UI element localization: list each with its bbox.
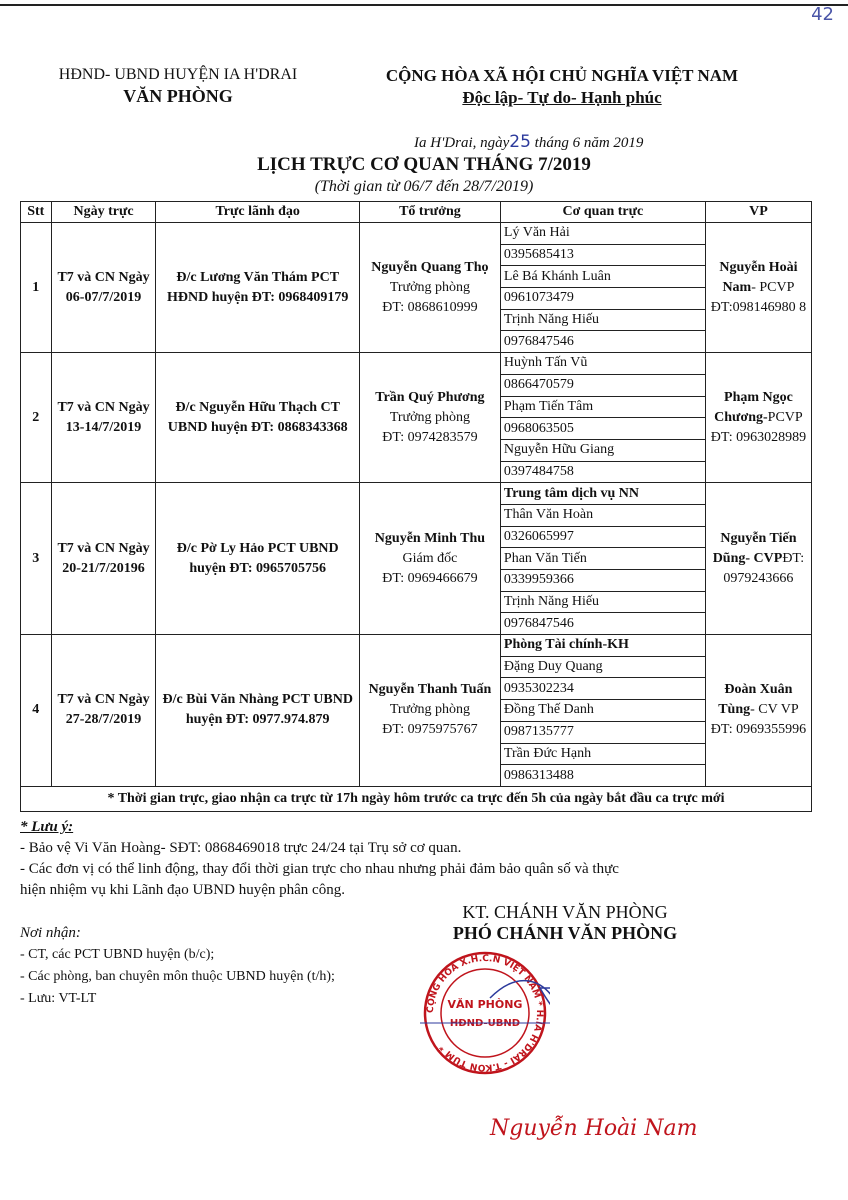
office-duty-name: Phạm Ngọc Chương-: [714, 389, 793, 425]
team-lead-name: Nguyễn Quang Thọ: [371, 259, 489, 275]
agency-cell: Đặng Duy Quang: [500, 656, 705, 678]
office-duty-detail: ĐT: 0979243666: [723, 550, 805, 586]
recipient-item: - CT, các PCT UBND huyện (b/c);: [20, 947, 215, 962]
recipient-item: - Các phòng, ban chuyên môn thuộc UBND huyện (t/h);: [20, 969, 335, 984]
official-seal-stamp: [420, 948, 550, 1078]
office-duty-detail: - PCVP ĐT:098146980 8: [710, 279, 807, 315]
row-duty-day: T7 và CN Ngày 27-28/7/2019: [51, 635, 156, 787]
team-lead-role: Giám đốc: [402, 550, 458, 566]
header-team-lead: Tổ trưởng: [359, 202, 500, 223]
agency-cell: 0326065997: [500, 526, 705, 548]
row-duty-day: T7 và CN Ngày 20-21/7/20196: [51, 483, 156, 635]
office-duty-name: Nguyễn Tiến Dũng- CVP: [712, 530, 797, 566]
date-day-handwritten: 25: [509, 132, 531, 152]
page-number: 42: [811, 4, 834, 25]
agency-cell: 0935302234: [500, 678, 705, 700]
agency-cell: Phạm Tiến Tâm: [500, 396, 705, 418]
team-lead-phone: ĐT: 0868610999: [382, 299, 478, 315]
row-office-duty: [705, 353, 811, 483]
date-line: [414, 132, 643, 152]
recipients-section: [20, 922, 335, 1010]
row-stt: 2: [21, 353, 52, 483]
recipients-heading: Nơi nhận:: [20, 925, 81, 941]
office-duty-name: Đoàn Xuân Tùng: [718, 682, 793, 718]
note-line: - Các đơn vị có thể linh động, thay đổi thời gian trực cho nhau nhưng phải đảm bảo quân số và thực: [20, 861, 619, 877]
agency-cell: 0866470579: [500, 374, 705, 396]
office-duty-detail: - CV VP ĐT: 0969355996: [710, 702, 807, 738]
team-lead-role: Trưởng phòng: [389, 702, 471, 718]
header-office: VP: [705, 202, 811, 223]
header-duty-leader: Trực lãnh đạo: [156, 202, 359, 223]
date-prefix: Ia H'Drai, ngày: [414, 135, 510, 151]
agency-cell: 0986313488: [500, 765, 705, 787]
agency-cell: Phan Văn Tiến: [500, 548, 705, 570]
note-line: - Bảo vệ Vi Văn Hoàng- SĐT: 0868469018 trực 24/24 tại Trụ sở cơ quan.: [20, 840, 462, 856]
agency-cell: Đồng Thế Danh: [500, 700, 705, 722]
header-duty-day: Ngày trực: [51, 202, 156, 223]
table-row: [21, 483, 812, 505]
row-office-duty: [705, 223, 811, 353]
row-team-lead: [359, 483, 500, 635]
agency-cell: 0397484758: [500, 461, 705, 483]
seal-line-1: VĂN PHÒNG: [447, 998, 523, 1011]
row-office-duty: [705, 635, 811, 787]
team-lead-phone: ĐT: 0974283579: [382, 429, 478, 445]
row-team-lead: [359, 635, 500, 787]
agency-cell: Trung tâm dịch vụ NN: [500, 483, 705, 505]
row-stt: 4: [21, 635, 52, 787]
row-stt: 3: [21, 483, 52, 635]
team-lead-name: Trần Quý Phương: [375, 389, 485, 405]
issuer-office: VĂN PHÒNG: [123, 86, 233, 106]
team-lead-phone: ĐT: 0969466679: [382, 570, 478, 586]
row-office-duty: [705, 483, 811, 635]
table-body: [21, 223, 812, 812]
national-motto: Độc lập- Tự do- Hạnh phúc: [462, 88, 662, 107]
seal-line-2: HĐND-UBND: [449, 1018, 521, 1029]
team-lead-role: Trưởng phòng: [389, 279, 471, 295]
row-duty-day: T7 và CN Ngày 13-14/7/2019: [51, 353, 156, 483]
agency-cell: Trịnh Năng Hiếu: [500, 591, 705, 613]
signature-block: [430, 902, 700, 944]
notes-heading: * Lưu ý:: [20, 819, 74, 835]
signature-position: PHÓ CHÁNH VĂN PHÒNG: [452, 923, 678, 943]
team-lead-name: Nguyễn Thanh Tuấn: [368, 682, 492, 698]
row-team-lead: [359, 353, 500, 483]
agency-cell: Huỳnh Tấn Vũ: [500, 353, 705, 375]
date-suffix: tháng 6 năm 2019: [530, 135, 644, 151]
top-border-line: [0, 4, 848, 6]
agency-cell: 0961073479: [500, 288, 705, 310]
row-duty-leader: Đ/c Lương Văn Thám PCT HĐND huyện ĐT: 0968409179: [156, 223, 359, 353]
signature-authority: KT. CHÁNH VĂN PHÒNG: [462, 902, 668, 922]
office-duty-name: Nguyễn Hoài Nam: [719, 259, 798, 295]
agency-cell: 0339959366: [500, 570, 705, 592]
agency-cell: Trần Đức Hạnh: [500, 743, 705, 765]
team-lead-name: Nguyễn Minh Thu: [374, 530, 486, 546]
notes-section: [20, 817, 820, 901]
agency-cell: 0968063505: [500, 418, 705, 440]
svg-text:CỘNG HÒA X.H.C.N VIỆT NAM * H.: [425, 954, 544, 1072]
duty-time-note: * Thời gian trực, giao nhận ca trực từ 17h ngày hôm trước ca trực đến 5h của ngày bắt đầu ca trực mới: [21, 786, 812, 811]
issuer-header: [28, 66, 328, 107]
agency-cell: Trịnh Năng Hiếu: [500, 309, 705, 331]
document-title: LỊCH TRỰC CƠ QUAN THÁNG 7/2019: [257, 154, 591, 175]
issuer-org: HĐND- UBND HUYỆN IA H'DRAI: [58, 66, 298, 83]
recipient-item: - Lưu: VT-LT: [20, 991, 97, 1006]
document-subtitle: (Thời gian từ 06/7 đến 28/7/2019): [314, 178, 534, 195]
header-agency: Cơ quan trực: [500, 202, 705, 223]
agency-cell: Nguyễn Hữu Giang: [500, 439, 705, 461]
national-header: [352, 66, 772, 108]
agency-cell: Thân Văn Hoàn: [500, 504, 705, 526]
agency-cell: 0976847546: [500, 613, 705, 635]
row-duty-leader: Đ/c Nguyễn Hữu Thạch CT UBND huyện ĐT: 0868343368: [156, 353, 359, 483]
agency-cell: 0987135777: [500, 721, 705, 743]
row-duty-day: T7 và CN Ngày 06-07/7/2019: [51, 223, 156, 353]
signer-name: Nguyễn Hoài Nam: [490, 1116, 698, 1141]
office-duty-detail: PCVP ĐT: 0963028989: [710, 409, 807, 445]
agency-cell: Lý Văn Hải: [500, 223, 705, 245]
team-lead-phone: ĐT: 0975975767: [382, 722, 478, 738]
table-row: [21, 223, 812, 245]
row-stt: 1: [21, 223, 52, 353]
note-line: hiện nhiệm vụ khi Lãnh đạo UBND huyện phân công.: [20, 882, 345, 898]
table-header-row: [21, 202, 812, 223]
row-duty-leader: Đ/c Pờ Ly Hảo PCT UBND huyện ĐT: 0965705756: [156, 483, 359, 635]
header-stt: Stt: [21, 202, 52, 223]
seal-outer-text: CỘNG HÒA X.H.C.N VIỆT NAM * H.IA H'DRAI - T.KON TUM *: [425, 953, 545, 1073]
table-row: [21, 635, 812, 657]
team-lead-role: Trưởng phòng: [389, 409, 471, 425]
table-footer-row: [21, 786, 812, 811]
agency-cell: Phòng Tài chính-KH: [500, 635, 705, 657]
agency-cell: 0395685413: [500, 244, 705, 266]
national-name: CỘNG HÒA XÃ HỘI CHỦ NGHĨA VIỆT NAM: [385, 66, 739, 85]
row-duty-leader: Đ/c Bùi Văn Nhàng PCT UBND huyện ĐT: 0977.974.879: [156, 635, 359, 787]
table-row: [21, 353, 812, 375]
agency-cell: 0976847546: [500, 331, 705, 353]
row-team-lead: [359, 223, 500, 353]
agency-cell: Lê Bá Khánh Luân: [500, 266, 705, 288]
duty-schedule-table: [20, 201, 812, 812]
